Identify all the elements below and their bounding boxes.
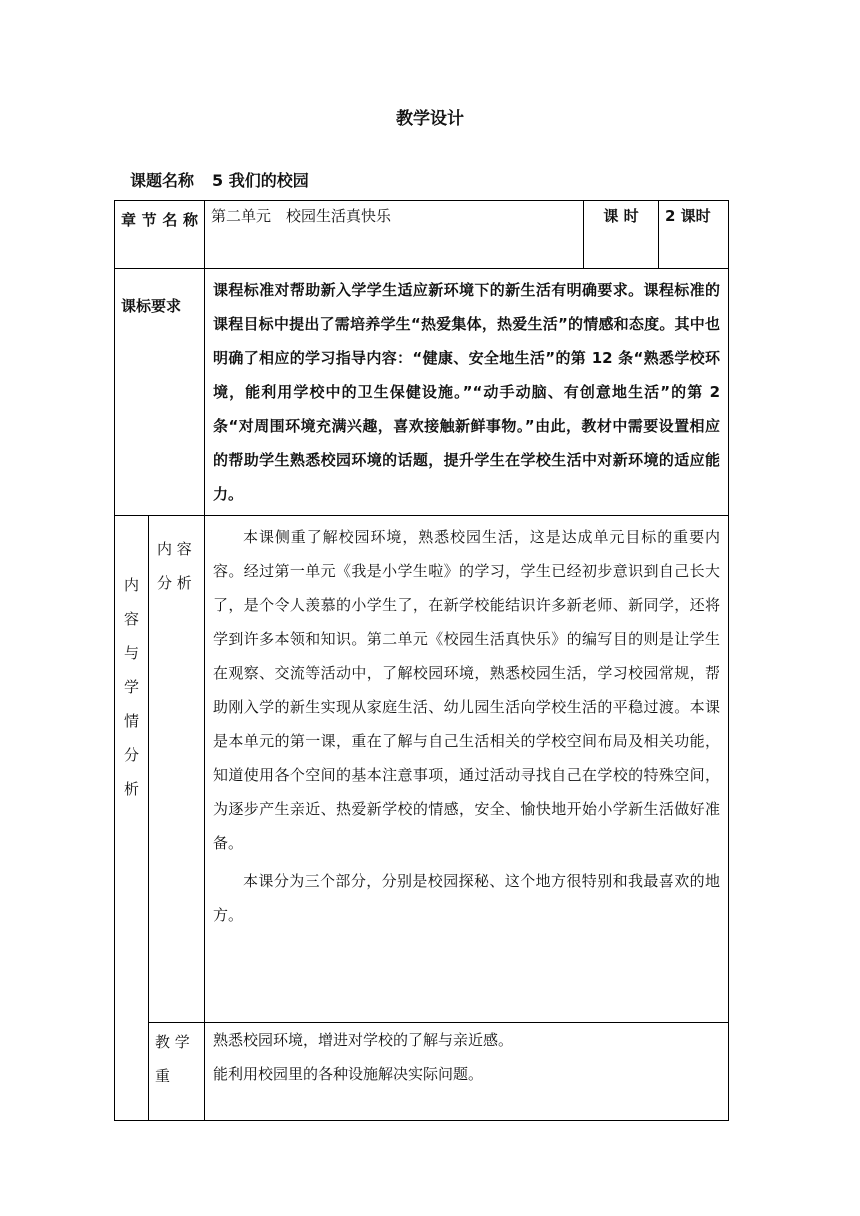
teaching-text-cell (205, 1023, 729, 1121)
content-row (115, 516, 729, 1023)
teaching-label: 教 学 重 (155, 1033, 190, 1085)
content-text-cell (205, 516, 729, 1023)
standard-label: 课标要求 (121, 297, 182, 315)
lesson-plan-table (114, 200, 729, 1121)
document-title: 教学设计 (396, 109, 464, 129)
standard-text-cell (205, 269, 729, 516)
lesson-title-line (130, 168, 309, 191)
period-label-cell (584, 201, 659, 269)
period-label: 课 时 (603, 207, 639, 225)
teaching-row (115, 1023, 729, 1121)
lesson-name: 5 我们的校园 (212, 171, 309, 190)
content-label: 内 容 分 析 (157, 540, 192, 592)
teaching-label-cell (149, 1023, 205, 1121)
content-label-cell (149, 516, 205, 1023)
chapter-value-cell (205, 201, 584, 269)
period-value-cell (659, 201, 729, 269)
chapter-label: 章 节 名 称 (121, 211, 199, 229)
standard-label-cell (115, 269, 205, 516)
teaching-line-2: 能利用校园里的各种设施解决实际问题。 (213, 1065, 484, 1083)
chapter-row (115, 201, 729, 269)
chapter-value: 第二单元 校园生活真快乐 (211, 207, 392, 225)
content-paragraph-1: 本课侧重了解校园环境，熟悉校园生活，这是达成单元目标的重要内容。经过第一单元《我是小学生啦》的学习，学生已经初步意识到自己长大了，是个令人羡慕的小学生了，在新学校能结识许多新老师、新同学，还将学到许多本领和知识。第二单元《校园生活真快乐》的编写目的则是让学生在观察、交流等活动中，了解校园环境，熟悉校园生活，学习校园常规，帮助刚入学的新生实现从家庭生活、幼儿园生活向学校生活的平稳过渡。本课是本单元的第一课，重在了解与自己生活相关的学校空间布局及相关功能，知道使用各个空间的基本注意事项，通过活动寻找自己在学校的特殊空间，为逐步产生亲近、热爱新学校的情感，安全、愉快地开始小学新生活做好准备。 (213, 528, 721, 852)
standard-text: 课程标准对帮助新入学学生适应新环境下的新生活有明确要求。课程标准的课程目标中提出了需培养学生“热爱集体，热爱生活”的情感和态度。其中也明确了相应的学习指导内容：“健康、安全地生活”的第 12 条“熟悉学校环境，能利用学校中的卫生保健设施。”“动手动脑、有创意地生活”的第 2 条“对周围环境充满兴趣，喜欢接触新鲜事物。”由此，教材中需要设置相应的帮助学生熟悉校园环境的话题，提升学生在学校生活中对新环境的适应能力。 (213, 281, 721, 503)
standard-row (115, 269, 729, 516)
analysis-label: 内容与学情分析 (123, 576, 139, 798)
analysis-label-cell (115, 516, 149, 1121)
period-value: 2 课时 (665, 207, 711, 225)
teaching-line-1: 熟悉校园环境，增进对学校的了解与亲近感。 (213, 1031, 514, 1049)
chapter-label-cell (115, 201, 205, 269)
content-paragraph-2: 本课分为三个部分，分别是校园探秘、这个地方很特别和我最喜欢的地方。 (213, 872, 721, 924)
lesson-label: 课题名称 (130, 171, 195, 190)
